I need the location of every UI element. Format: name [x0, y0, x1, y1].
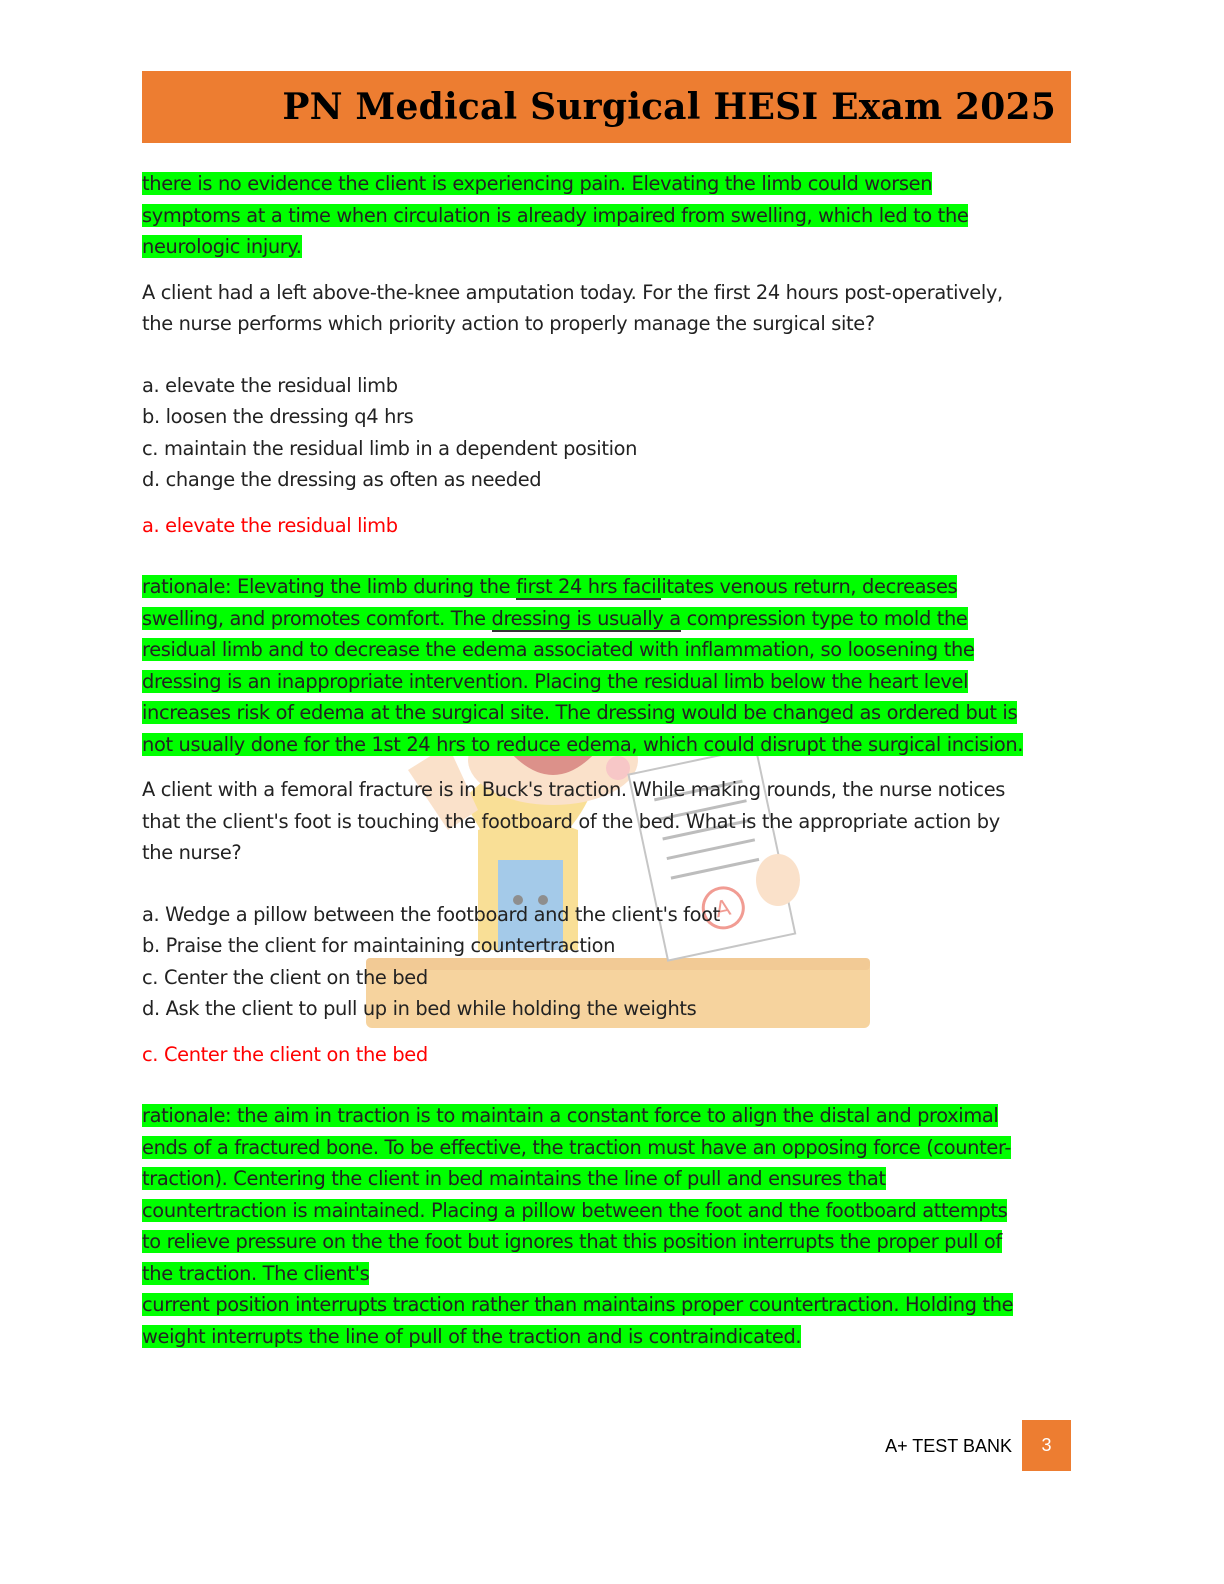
page-title: PN Medical Surgical HESI Exam 2025: [282, 86, 1056, 128]
footer-label: A+ TEST BANK: [885, 1436, 1012, 1456]
q3-answer: c. Center the client on the bed: [142, 1042, 428, 1066]
q3-rationale: rationale: the aim in traction is to maintain a constant force to align the distal and proximal ends of a fractured bone. To be effective, the traction must have an opposing force (counter- traction). Centering the client in bed maintains the line of pull and ensures that countertraction is maintained. Placing a pillow between the foot and the footboard attempts to relieve pressure on the the foot but ignores that this position interrupts the proper pull of the traction. The client's current position interrupts traction rather than maintains proper countertraction. Holding the weight interrupts the line of pull of the traction and is contraindicated.: [142, 1104, 1014, 1348]
grade-label: A: [713, 895, 734, 924]
q2-answer: a. elevate the residual limb: [142, 513, 398, 537]
page-number: 3: [1022, 1420, 1071, 1471]
q2-question: A client had a left above-the-knee amputation today. For the first 24 hours post-operatively, the nurse performs which priority action to properly manage the surgical site?: [142, 280, 1003, 335]
q2-rationale: rationale: Elevating the limb during the first 24 hrs facilitates venous return, decreases swelling, and promotes comfort. The dressing is usually a compression type to mold the residual limb and to decrease the edema associated with inflammation, so loosening the dressing is an inappropriate intervention. Placing the residual limb below the heart level increases risk of edema at the surgical site. The dressing would be changed as ordered but is not usually done for the 1st 24 hrs to reduce edema, which could disrupt the surgical incision.: [142, 575, 1024, 756]
q3-question: A client with a femoral fracture is in Buck's traction. While making rounds, the nurse notices that the client's foot is touching the footboard of the bed. What is the appropriate action by the nurse?: [142, 778, 1006, 864]
q2-option-d: d. change the dressing as often as needed: [142, 468, 542, 491]
q3-option-a: a. Wedge a pillow between the footboard and the client's foot: [142, 902, 720, 926]
q3-option-c: c. Center the client on the bed: [142, 965, 428, 989]
q2-option-c: c. maintain the residual limb in a dependent position: [142, 436, 638, 460]
q1-rationale-tail: there is no evidence the client is experiencing pain. Elevating the limb could worsen symptoms at a time when circulation is already impaired from swelling, which led to the neurologic injury.: [142, 172, 969, 258]
header-bar: [142, 71, 1071, 143]
q2-option-a: a. elevate the residual limb: [142, 373, 398, 397]
page-content: [142, 168, 1071, 1352]
q3-option-b: b. Praise the client for maintaining countertraction: [142, 934, 616, 957]
q3-option-d: d. Ask the client to pull up in bed while holding the weights: [142, 997, 697, 1020]
q2-option-b: b. loosen the dressing q4 hrs: [142, 405, 414, 428]
